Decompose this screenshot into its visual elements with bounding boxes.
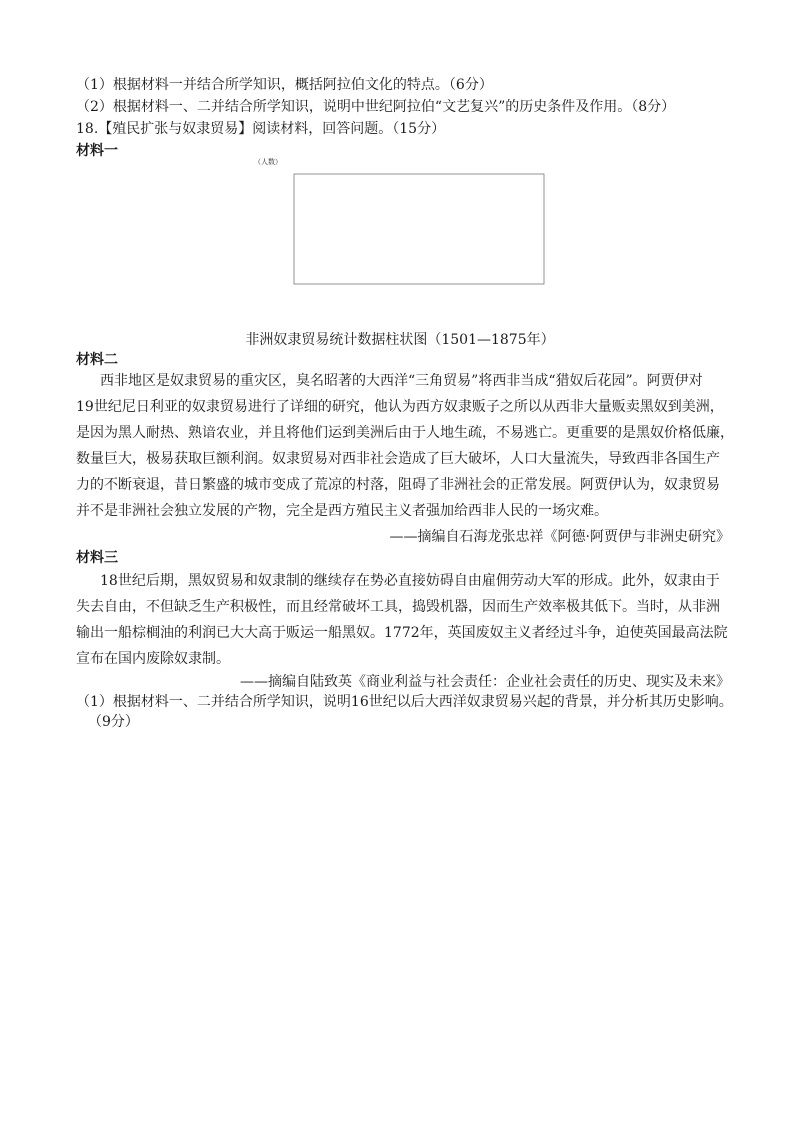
- material-2-line: 并不是非洲社会独立发展的产物，完全是西方殖民主义者强加给西非人民的一场灾难。: [76, 503, 608, 519]
- material-2-source: ——摘编自石海龙张忠祥《阿德·阿贾伊与非洲史研究》: [389, 529, 730, 545]
- q18-heading: 18.【殖民扩张与奴隶贸易】阅读材料，回答问题。（15分）: [76, 121, 446, 137]
- q17-sub1: （1）根据材料一并结合所学知识，概括阿拉伯文化的特点。（6分）: [76, 77, 493, 93]
- material-2-line: 西非地区是奴隶贸易的重灾区，臭名昭著的大西洋“三角贸易”将西非当成“猎奴后花园”。阿贾伊对: [100, 373, 703, 389]
- material-2-label: 材料二: [76, 352, 118, 368]
- q17-sub2: （2）根据材料一、二并结合所学知识，说明中世纪阿拉伯“文艺复兴”的历史条件及作用。（8分）: [76, 99, 676, 115]
- material-3-line: 18世纪后期，黑奴贸易和奴隶制的继续存在势必直接妨碍自由雇佣劳动大军的形成。此外，奴隶由于: [100, 573, 720, 589]
- chart-unit-label: （人数）: [254, 158, 282, 166]
- slave-trade-bar-chart: [232, 150, 552, 330]
- material-3-line: 失去自由，不但缺乏生产积极性，而且经常破坏工具，捣毁机器，因而生产效率极其低下。当时，从非洲: [76, 599, 720, 615]
- q18-sub1-score: （9分）: [88, 714, 139, 730]
- material-2-line: 19世纪尼日利亚的奴隶贸易进行了详细的研究，他认为西方奴隶贩子之所以从西非大量贩卖黑奴到美洲，: [76, 399, 724, 415]
- material-3-line: 输出一船棕榈油的利润已大大高于贩运一船黑奴。1772年，英国废奴主义者经过斗争，迫使英国最高法院: [76, 625, 728, 641]
- chart-caption: 非洲奴隶贸易统计数据柱状图（1501—1875年）: [245, 332, 555, 348]
- material-3-line: 宣布在国内废除奴隶制。: [76, 651, 230, 667]
- material-3-label: 材料三: [76, 550, 118, 566]
- material-3-source: ——摘编自陆致英《商业利益与社会责任：企业社会责任的历史、现实及未来》: [240, 674, 730, 690]
- material-2-line: 力的不断衰退，昔日繁盛的城市变成了荒凉的村落，阻碍了非洲社会的正常发展。阿贾伊认为，奴隶贸易: [76, 477, 720, 493]
- material-1-label: 材料一: [76, 143, 118, 159]
- material-2-line: 是因为黑人耐热、熟谙农业，并且将他们运到美洲后由于人地生疏，不易逃亡。更重要的是黑奴价格低廉，: [76, 425, 734, 441]
- material-2-line: 数量巨大，极易获取巨额利润。奴隶贸易对西非社会造成了巨大破坏，人口大量流失，导致西非各国生产: [76, 451, 720, 467]
- chart-plot-frame: [294, 174, 544, 284]
- q18-sub1: （1）根据材料一、二并结合所学知识，说明16世纪以后大西洋奴隶贸易兴起的背景，并分析其历史影响。: [76, 694, 733, 710]
